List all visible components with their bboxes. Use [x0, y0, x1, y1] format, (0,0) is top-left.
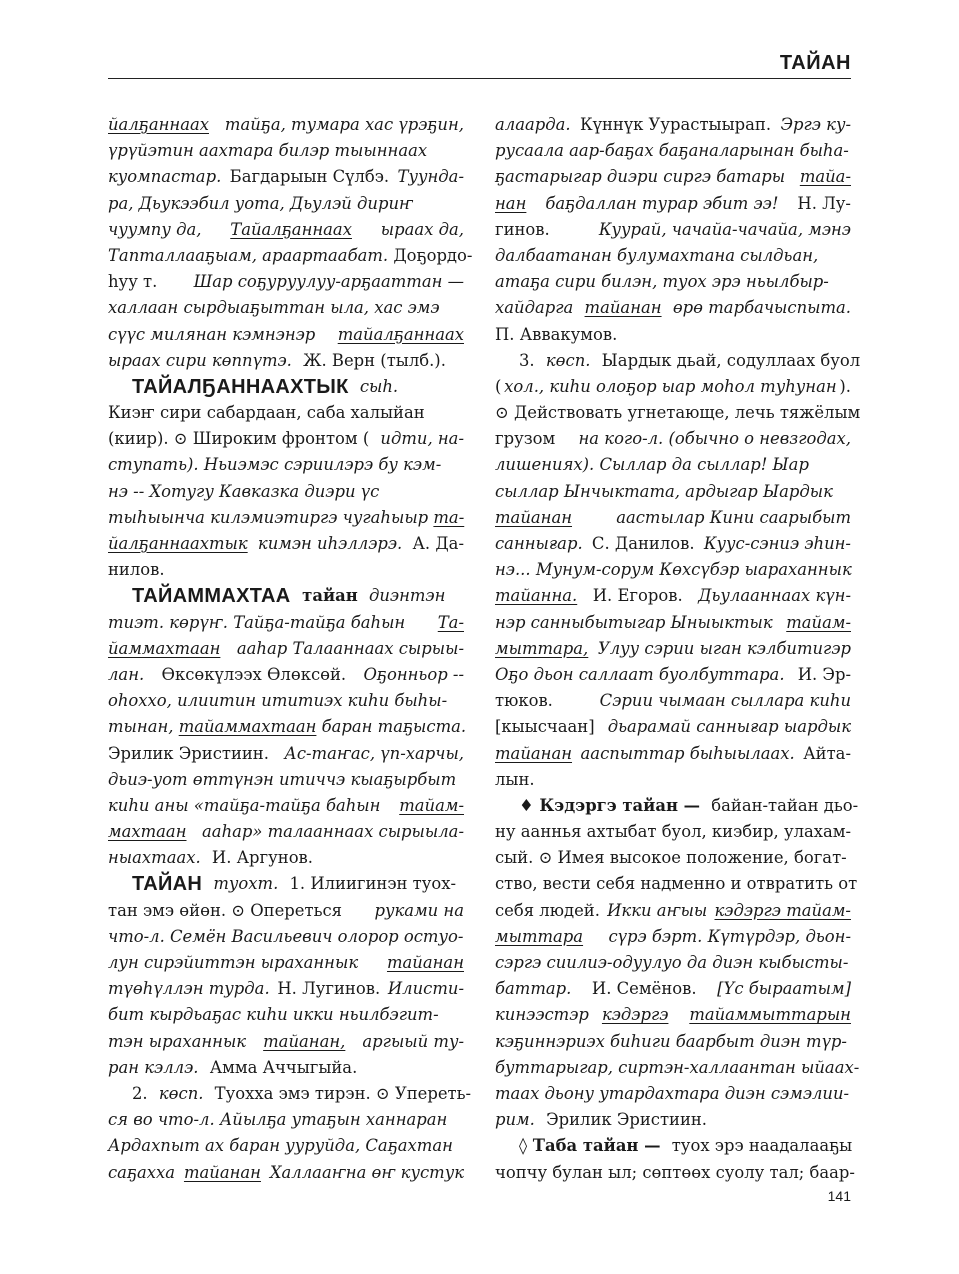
text-run: нэ... Мунум-сорум Көхсүбэр ыараханнык: [495, 560, 852, 580]
text-line: [108, 583, 464, 609]
text-run: Ардахпыт ах баран ууруйда, Саҕахтан: [108, 1136, 453, 1156]
text-run: Күннүк Уурастыырап.: [574, 115, 777, 134]
text-run: Тайалҕаннаах: [230, 219, 352, 239]
text-line: [108, 950, 464, 976]
text-run: үрүйэтин аахтара билэр тыыннаах: [108, 141, 428, 161]
text-line: [108, 845, 464, 871]
text-run: баран таҕыста.: [316, 717, 467, 737]
text-run: бит кырдьаҕас киһи икки ньилбэгит-: [108, 1005, 439, 1025]
text-run: П. Аввакумов.: [495, 324, 618, 344]
text-run: [Үс быраатым]: [717, 979, 851, 999]
text-run: тайаммахтаан: [178, 717, 317, 737]
text-line: [495, 217, 851, 243]
text-run: Ыардык дьай, содуллаах буол: [596, 350, 861, 370]
text-line: [495, 1002, 851, 1028]
text-run: Н. Лугинов.: [272, 979, 386, 999]
text-line: [495, 452, 851, 478]
text-line: [495, 400, 861, 426]
text-run: ыраах сири көппүтэ.: [108, 350, 292, 370]
text-line: [108, 1107, 464, 1133]
text-run: Икки аҥыы: [607, 900, 713, 920]
text-line: [495, 819, 851, 845]
text-line: [108, 1002, 464, 1028]
text-run: Оҕонньор --: [363, 664, 464, 684]
text-run: С. Данилов.: [586, 534, 700, 553]
text-line: [108, 557, 464, 583]
text-line: [495, 767, 851, 793]
text-run: ыраах да,: [375, 219, 464, 239]
text-line: [108, 112, 464, 138]
text-run: 1. Илиигинэн туох-: [284, 874, 457, 894]
text-run: куомпастар.: [108, 167, 222, 187]
header-rule: [108, 78, 851, 79]
text-run: ступать). Ньиэмэс сэриилэрэ бу кэм-: [108, 455, 442, 475]
text-run: Киэҥ сири сабардаан, саба халыйан: [108, 403, 425, 423]
text-line: [495, 348, 861, 374]
text-line: [495, 322, 851, 348]
text-run: саҕахха: [108, 1162, 181, 1182]
text-run: мыттара,: [495, 638, 589, 658]
text-run: оһоххо, илиитин ититиэх киһи быһы-: [108, 691, 448, 711]
text-line: [495, 662, 851, 688]
text-run: диэнтэн: [363, 586, 446, 606]
text-line: [108, 505, 464, 531]
text-line: [108, 1029, 464, 1055]
text-run: хайдарга: [495, 298, 579, 318]
text-run: тыһыынча килэмиэтиргэ чугаһыыр: [108, 507, 434, 527]
text-line: [495, 871, 858, 897]
text-run: русаала аар-баҕах баҕаналарынан быһа-: [495, 141, 849, 161]
text-run: тынан,: [108, 717, 179, 737]
text-run: Халлааҥна өҥ кустук: [264, 1162, 464, 1182]
text-run: аргыый ту-: [357, 1031, 464, 1051]
text-run: ♦ Кэдэргэ тайан —: [519, 795, 701, 815]
text-run: ся во что-л. Айылҕа утаҕын ханнаран: [108, 1110, 448, 1130]
text-run: Шар соҕуруулуу-арҕааттан —: [193, 272, 464, 292]
text-run: сый. ⊙ Имея высокое положение, богат-: [495, 848, 847, 868]
text-run: на кого-л. (обычно о невзгодах,: [578, 429, 851, 449]
text-run: Доҕордо-: [388, 245, 473, 265]
text-run: лишениях). Сыллар да сыллар! Ыар: [495, 455, 809, 475]
text-run: лан.: [108, 664, 145, 684]
text-run: нэр санныбытыгар Ыныыктык: [495, 612, 778, 632]
text-run: 2.: [132, 1083, 153, 1103]
text-line: [108, 217, 464, 243]
text-run: рим.: [495, 1110, 535, 1130]
text-run: (: [495, 376, 502, 396]
text-run: йаммахтаан: [108, 638, 221, 658]
text-run: Амма Аччыгыйа.: [204, 1057, 358, 1077]
text-line: [495, 269, 851, 295]
text-line: [495, 950, 851, 976]
text-run: баттар.: [495, 979, 572, 999]
text-run: Н. Лу-: [792, 193, 851, 213]
text-run: тайанан: [495, 507, 573, 527]
text-line: [108, 243, 473, 269]
text-run: А. Да-: [407, 534, 464, 553]
text-run: сэргэ сиилиэ-одуулуо да диэн кыбысты-: [495, 953, 849, 972]
text-run: И. Эр-: [792, 664, 851, 684]
page-number: 141: [827, 1188, 851, 1204]
text-run: Куурай, чачайа-чачайа, мэнэ: [598, 219, 851, 239]
text-line: [108, 531, 464, 557]
text-run: ааһар Талааннаах сырыы-: [231, 638, 464, 658]
text-line: [108, 976, 464, 1002]
text-line: [495, 1081, 851, 1107]
text-line: [108, 924, 464, 950]
text-line: [495, 741, 851, 767]
text-line: [495, 505, 851, 531]
text-run: туох эрэ наадалааҕы: [666, 1136, 853, 1156]
text-line: [108, 138, 464, 164]
text-run: [кыысчаан]: [495, 717, 600, 737]
text-line: [108, 1081, 472, 1107]
text-run: кимэн иһэллэрэ.: [252, 534, 403, 553]
text-line: [108, 191, 464, 217]
text-run: тайанан: [584, 298, 662, 318]
text-line: [108, 610, 464, 636]
text-run: мыттара: [495, 926, 584, 946]
text-line: [108, 374, 464, 400]
text-run: халлаан сырдыаҕыттан ыла, хас эмэ: [108, 298, 440, 318]
text-run: лын.: [495, 769, 535, 789]
text-run: грузом: [495, 429, 561, 449]
text-run: тайаммыттарын: [689, 1005, 851, 1025]
text-line: [495, 636, 851, 662]
text-line: [108, 636, 464, 662]
text-run: аастылар Кини саарыбыт: [610, 507, 851, 527]
text-run: Айта-: [798, 743, 851, 763]
text-line: [495, 164, 851, 190]
text-run: Тапталлааҕыам, араартаабат.: [108, 245, 389, 265]
text-line: [495, 793, 859, 819]
text-line: [495, 1055, 860, 1081]
text-line: [495, 479, 851, 505]
text-run: түөһүллэн турда.: [108, 979, 270, 999]
text-line: [495, 138, 851, 164]
text-run: ну ааннья ахтыбат буол, киэбир, улахам-: [495, 822, 852, 842]
text-run: лун сирэйиттэн ыраханнык: [108, 953, 364, 972]
text-run: йалҕаннаахтык: [108, 534, 248, 553]
text-line: [108, 688, 464, 714]
text-run: Өксөкүлээх Өлөксөй.: [156, 664, 352, 684]
text-line: [108, 269, 464, 295]
text-run: тайҕа, тумара хас үрэҕин,: [219, 115, 464, 134]
text-line: [108, 793, 464, 819]
text-run: Дьулааннаах күн-: [698, 586, 851, 606]
text-run: алаарда.: [495, 115, 571, 134]
text-run: Ас-таҥас, үп-харчы,: [284, 743, 464, 763]
text-run: [676, 1002, 681, 1028]
text-run: Эрилик Эристиин.: [540, 1110, 708, 1130]
left-column: [108, 112, 473, 1186]
text-run: 3.: [519, 350, 540, 370]
text-run: тайан: [296, 586, 358, 606]
text-line: [495, 1133, 851, 1159]
text-line: [108, 400, 464, 426]
text-run: ныахтаах.: [108, 848, 201, 868]
text-line: [108, 714, 467, 740]
text-run: дьарамай саннығар ыардык: [607, 717, 851, 737]
text-run: сүрэ бэрт. Күтүрдэр, дьон-: [603, 926, 851, 946]
text-run: тэн ыраханнык: [108, 1031, 252, 1051]
text-run: көсп.: [158, 1083, 204, 1103]
text-line: [495, 243, 851, 269]
text-run: ).: [839, 376, 851, 396]
text-line: [108, 1133, 464, 1159]
text-run: Туунда-: [397, 167, 464, 187]
text-run: тайа-: [799, 167, 851, 187]
text-line: [495, 191, 851, 217]
text-run: Ж. Верн (тылб.).: [297, 350, 446, 370]
text-run: И. Семёнов.: [586, 979, 702, 999]
text-line: [108, 426, 464, 452]
text-line: [495, 845, 851, 871]
text-line: [108, 348, 464, 374]
text-run: ра, Дьукээбил уота, Дьулэй дириҥ: [108, 193, 414, 213]
text-run: Эргэ ку-: [780, 115, 851, 134]
text-run: сыһ.: [354, 376, 399, 396]
text-line: [495, 1107, 851, 1133]
text-line: [495, 1160, 855, 1186]
right-column: [495, 112, 861, 1186]
text-line: [108, 1160, 464, 1186]
text-run: тиэт. көрүҥ. Тайҕа-тайҕа баһын: [108, 612, 411, 632]
text-run: идти, на-: [380, 429, 464, 449]
text-line: [108, 767, 464, 793]
text-run: что-л. Семён Васильевич олорор остуо-: [108, 926, 464, 946]
text-run: Улуу сэрии ыган кэлбитигэр: [592, 638, 851, 658]
text-run: гинов.: [495, 219, 555, 239]
text-run: нилов.: [108, 560, 165, 580]
text-line: [495, 688, 851, 714]
text-run: нэ -- Хотугу Кавказка диэри үс: [108, 481, 380, 501]
text-run: ТАЙАММАХТАА: [132, 585, 291, 608]
text-line: [495, 924, 851, 950]
text-run: ааспыттар быһыылаах.: [575, 743, 795, 763]
text-run: дьиэ-уот өттүнэн итиччэ кыаҕырбыт: [108, 769, 457, 789]
text-run: тюков.: [495, 691, 559, 711]
text-line: [108, 662, 464, 688]
text-run: чопчу булан ыл; сөптөөх суолу тал; баар-: [495, 1162, 855, 1182]
text-run: ТАЙАЛҔАННААХТЫК: [132, 375, 349, 398]
text-run: тайам-: [399, 795, 464, 815]
text-run: сыллар Ынчыктата, ардыгар Ыардык: [495, 481, 833, 501]
text-line: [495, 374, 851, 400]
text-line: [108, 295, 464, 321]
text-run: И. Аргунов.: [206, 848, 313, 868]
text-run: тайанан: [183, 1162, 261, 1182]
text-run: ааһар» талааннаах сырыыла-: [196, 822, 464, 842]
text-line: [108, 1055, 464, 1081]
text-run: далбаатанан булумахтана сылдьан,: [495, 245, 819, 265]
text-run: саннығар.: [495, 534, 583, 553]
text-line: [495, 426, 851, 452]
text-run: Оҕо дьон саллаат буолбуттара.: [495, 664, 785, 684]
text-run: өрө тарбачыспыта.: [667, 298, 851, 318]
text-run: тайалҕаннаах: [337, 324, 464, 344]
text-run: киһи аны «тайҕа-тайҕа баһын: [108, 795, 386, 815]
text-run: ◊ Таба тайан —: [519, 1136, 661, 1156]
text-run: И. Егоров.: [587, 586, 688, 606]
text-line: [108, 898, 464, 924]
text-run: ҕастарыгар диэри сиргэ батары: [495, 167, 791, 187]
text-line: [108, 452, 464, 478]
text-run: тайанна.: [495, 586, 578, 606]
text-line: [495, 976, 851, 1002]
text-run: буттарыгар, сиртэн-халлаантан ыйаах-: [495, 1057, 860, 1077]
text-run: кинээстэр: [495, 1005, 595, 1025]
text-line: [495, 583, 851, 609]
text-run: байан-тайан дьо-: [706, 795, 859, 815]
text-run: (киир). ⊙ Широким фронтом (: [108, 429, 370, 449]
text-run: кэдэргэ тайам-: [714, 900, 851, 920]
text-run: сүүс милянан кэмнэнэр: [108, 324, 321, 344]
text-line: [495, 531, 851, 557]
text-run: тайанан: [495, 743, 573, 763]
text-run: кэҕиннэриэх биһиги баарбыт диэн түр-: [495, 1031, 847, 1051]
text-run: туохт.: [208, 874, 279, 894]
text-run: Сэрии чымаан сыллара киһи: [599, 691, 851, 711]
text-run: хол., киһи олоҕор ыар моһол туһунан: [504, 376, 837, 396]
text-run: та-: [433, 507, 465, 527]
running-head: ТАЙАН: [779, 52, 851, 74]
text-run: ство, вести себя надменно и отвратить от: [495, 874, 858, 894]
text-run: нан: [495, 193, 527, 213]
text-line: [108, 164, 464, 190]
text-run: тан эмэ өйөн. ⊙ Опереться: [108, 900, 348, 920]
text-run: ран кэллэ.: [108, 1057, 199, 1077]
text-line: [495, 557, 851, 583]
text-line: [108, 479, 464, 505]
text-run: руками на: [374, 900, 464, 920]
text-run: атаҕа сири билэн, туох эрэ ньылбыр-: [495, 272, 829, 292]
text-line: [495, 610, 851, 636]
text-run: йалҕаннаах: [108, 115, 209, 134]
text-run: тайанан: [386, 953, 464, 972]
text-line: [108, 819, 464, 845]
text-run: Эрилик Эристиин.: [108, 743, 275, 763]
text-run: тайанан,: [263, 1031, 346, 1051]
text-run: ТАЙАН: [132, 873, 203, 896]
text-run: Кууc-сэниэ эһин-: [703, 534, 851, 553]
text-run: себя людей.: [495, 900, 606, 920]
text-line: [495, 714, 851, 740]
text-run: махтаан: [108, 822, 187, 842]
text-run: чуумпу да,: [108, 219, 207, 239]
text-line: [495, 295, 851, 321]
text-line: [108, 871, 464, 897]
text-line: [495, 112, 851, 138]
text-run: тайам-: [786, 612, 851, 632]
text-run: баҕдаллан турар эбит ээ!: [540, 193, 779, 213]
text-run: Туохха эмэ тирэн. ⊙ Упереть-: [209, 1083, 472, 1103]
text-line: [108, 741, 464, 767]
text-run: таах дьону утардахтара диэн сэмэлии-: [495, 1083, 850, 1103]
text-run: ⊙ Действовать угнетающе, лечь тяжёлым: [495, 403, 861, 423]
text-line: [108, 322, 464, 348]
text-run: кэдэргэ: [601, 1005, 669, 1025]
text-run: көсп.: [545, 350, 591, 370]
text-line: [495, 1029, 851, 1055]
text-run: һуу т.: [108, 272, 163, 292]
text-run: Илисти-: [387, 979, 464, 999]
text-run: Багдарыын Сүлбэ.: [224, 167, 395, 187]
text-line: [495, 898, 851, 924]
text-run: Та-: [437, 612, 464, 632]
